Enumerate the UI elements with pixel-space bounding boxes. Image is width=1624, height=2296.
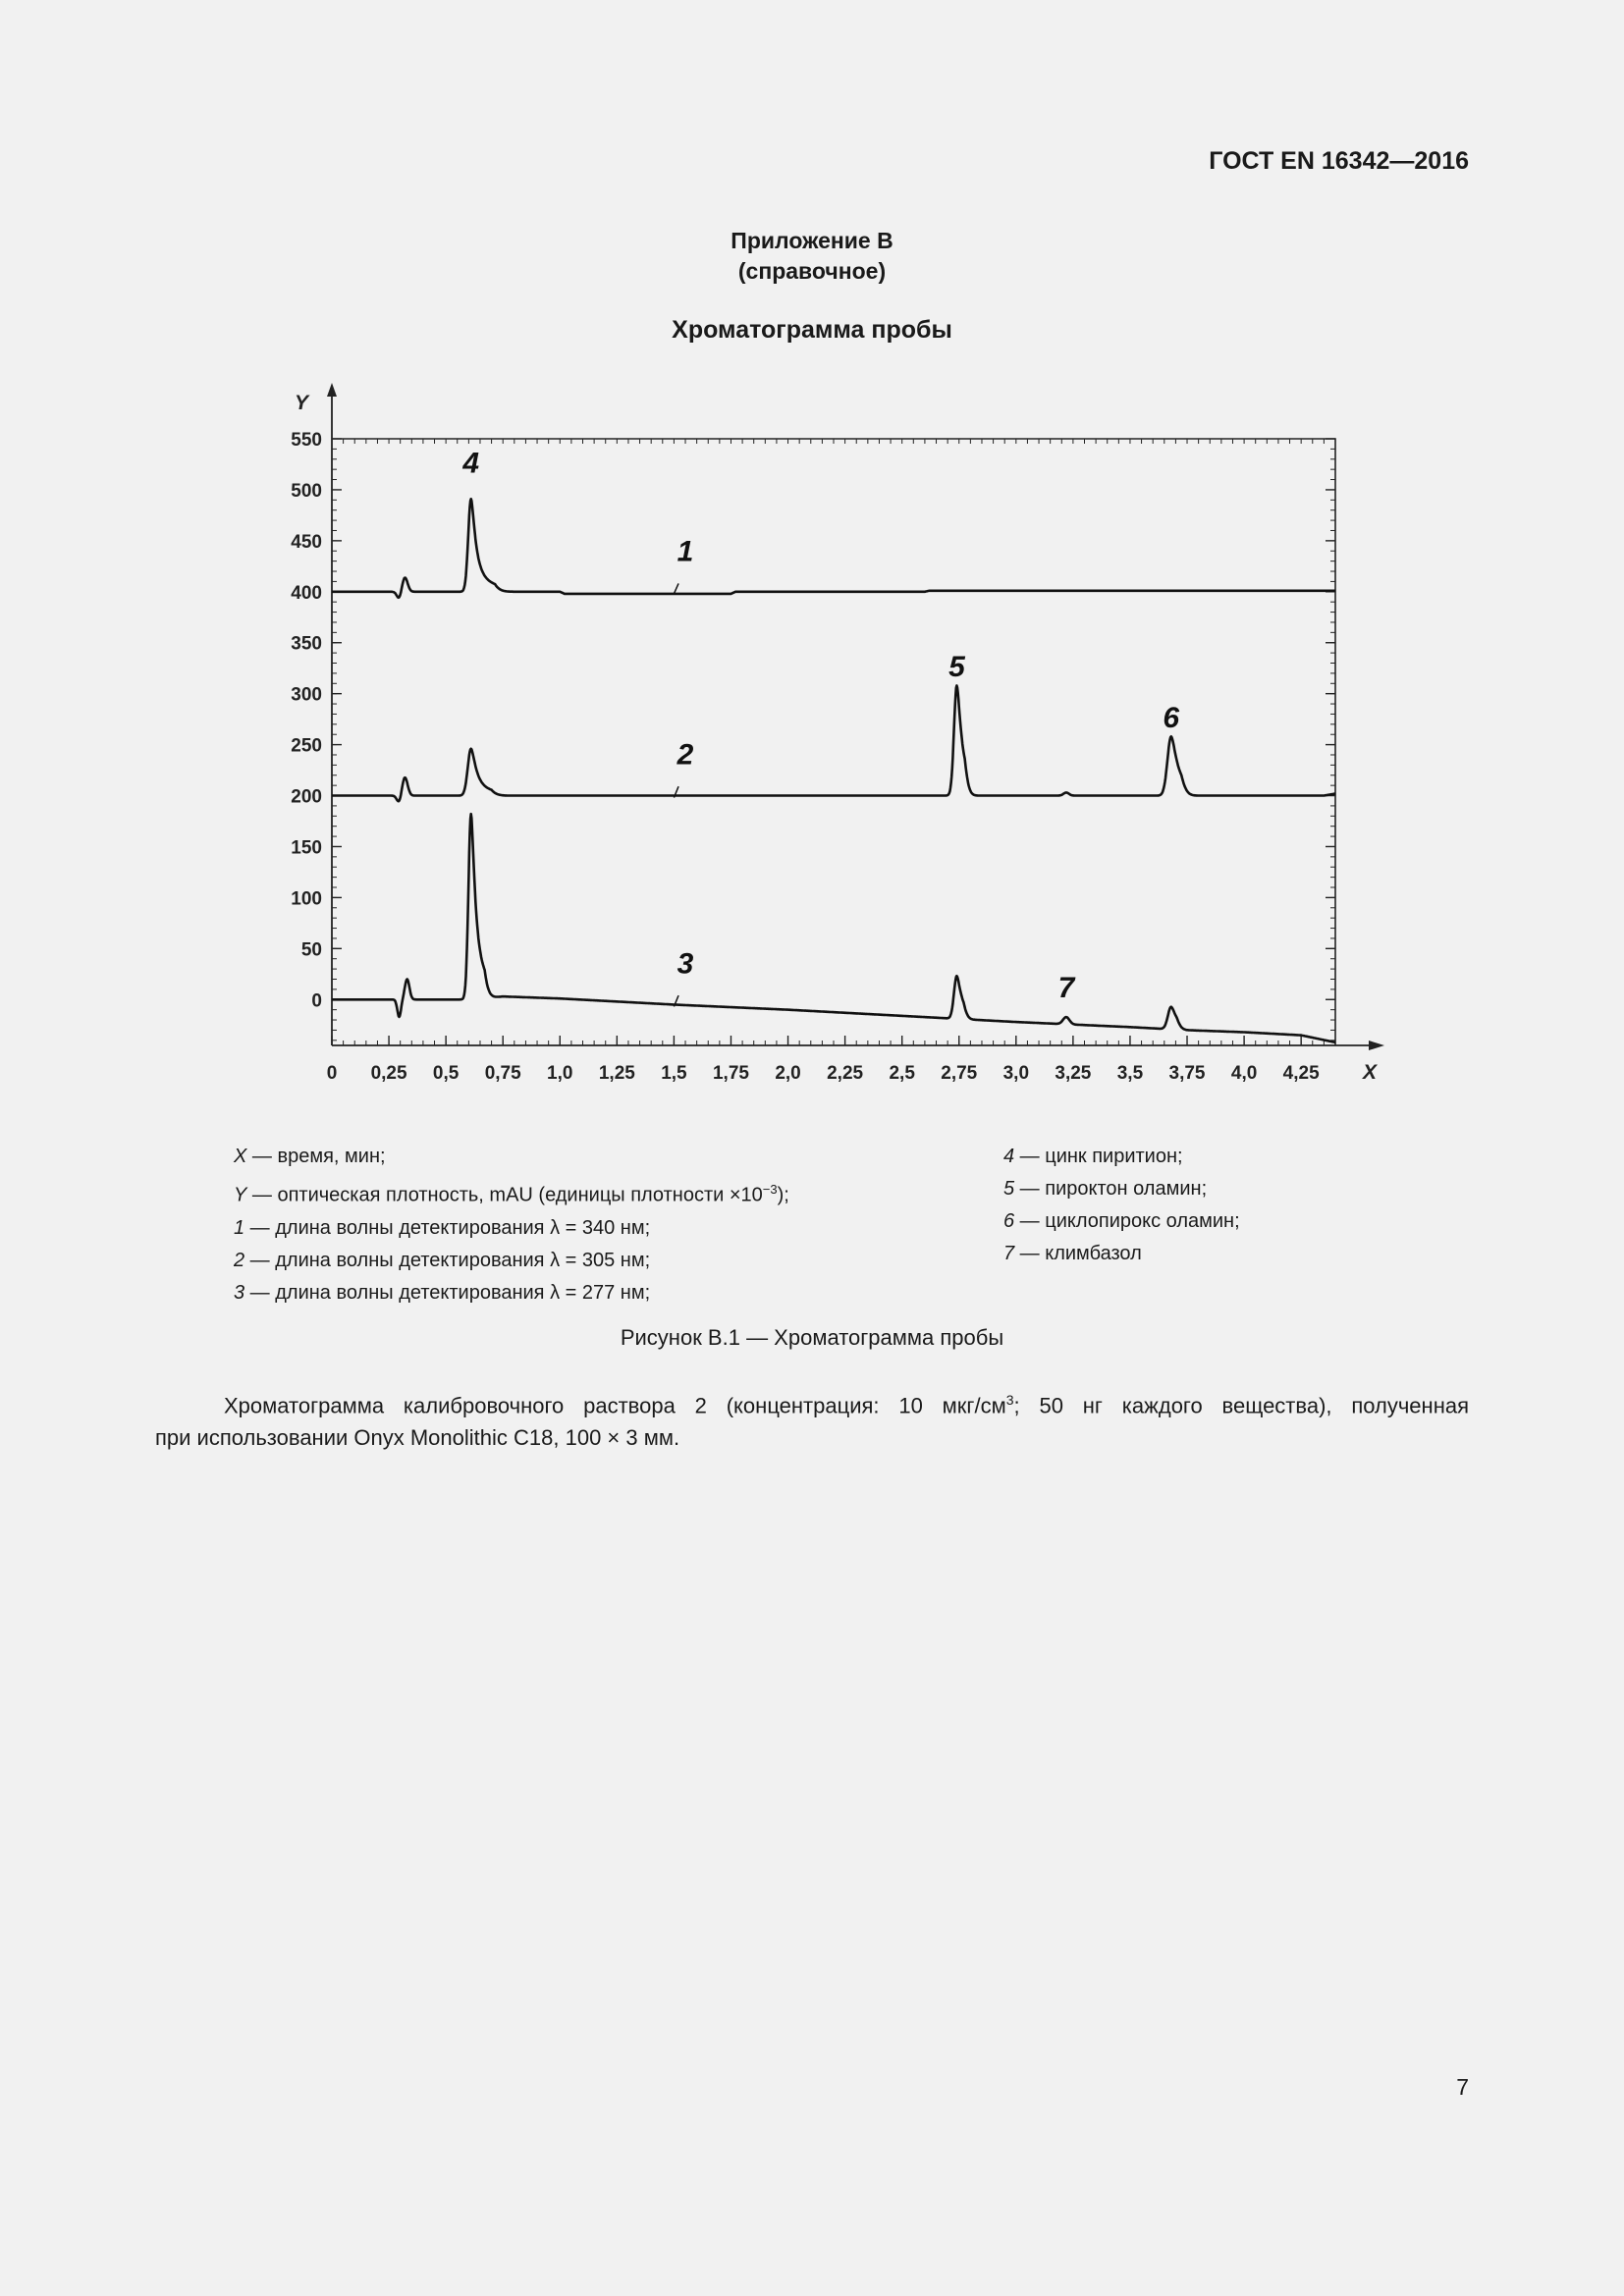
y-tick-label: 350: [291, 633, 322, 655]
legend-item: [234, 1141, 789, 1173]
legend-text: — цинк пиритион;: [1014, 1146, 1183, 1167]
peak-label: 7: [1057, 972, 1075, 1005]
series-label: 2: [677, 738, 694, 772]
plot-frame: [332, 439, 1335, 1045]
document-code: ГОСТ EN 16342—2016: [1209, 147, 1469, 175]
y-tick-label: 450: [291, 531, 322, 553]
appendix-subtitle: (справочное): [737, 258, 887, 284]
legend-text: — пироктон оламин;: [1014, 1178, 1208, 1200]
x-tick-label: 4,25: [1282, 1063, 1320, 1084]
x-tick-label: 2,25: [827, 1063, 864, 1084]
y-tick-label: 100: [291, 888, 322, 910]
x-tick-label: 2,75: [941, 1063, 978, 1084]
x-tick-label: 2,5: [889, 1063, 915, 1084]
legend-key: 1: [234, 1216, 245, 1239]
legend-text-tail: );: [777, 1184, 789, 1206]
legend-item: [1003, 1238, 1240, 1270]
y-tick-label: 150: [291, 837, 322, 859]
series-line: [332, 499, 1335, 598]
y-tick-label: 0: [311, 990, 322, 1012]
x-tick-label: 3,5: [1116, 1063, 1144, 1084]
legend-superscript: −3: [762, 1182, 778, 1197]
y-tick-label: 550: [291, 430, 322, 451]
legend-text: — оптическая плотность, mAU (единицы плотности ×10: [246, 1184, 763, 1206]
peak-label: 6: [1163, 701, 1180, 734]
legend-key: Y: [234, 1184, 247, 1206]
legend-text: — время, мин;: [246, 1146, 386, 1167]
legend-right: [1003, 1141, 1240, 1270]
legend-key: 3: [234, 1281, 245, 1304]
peak-label: 5: [948, 651, 965, 684]
y-tick-label: 250: [291, 735, 322, 757]
series-leader-line: [674, 583, 678, 593]
appendix-heading: [0, 226, 1624, 287]
legend-key: 7: [1003, 1243, 1015, 1264]
legend-key: 4: [1003, 1146, 1015, 1167]
x-tick-label: 3,75: [1168, 1063, 1206, 1084]
series-label: 3: [677, 947, 694, 981]
legend-left: [234, 1141, 789, 1309]
x-tick-label: 0: [326, 1063, 338, 1084]
x-tick-label: 4,0: [1230, 1063, 1258, 1084]
series-line: [332, 685, 1335, 801]
y-axis-title: Y: [295, 392, 309, 414]
body-paragraph: [155, 1384, 1469, 1454]
legend-item: [234, 1173, 789, 1212]
legend-key: X: [234, 1146, 247, 1167]
x-tick-label: 0,75: [484, 1063, 521, 1084]
legend-item: [1003, 1141, 1240, 1173]
x-tick-label: 1,75: [712, 1063, 749, 1084]
legend-key: 6: [1003, 1210, 1015, 1232]
appendix-title: Приложение В: [731, 228, 893, 253]
y-axis-arrow: [327, 383, 337, 397]
y-tick-label: 300: [291, 684, 322, 706]
legend-key: 2: [234, 1249, 245, 1271]
x-tick-label: 1,0: [547, 1063, 573, 1084]
y-tick-label: 200: [291, 786, 322, 808]
legend-item: [234, 1245, 789, 1277]
chromatogram-chart: [265, 373, 1404, 1099]
section-title: Хроматограмма пробы: [672, 316, 952, 344]
series-line: [332, 814, 1335, 1042]
legend-text: — длина волны детектирования λ = 340 нм;: [244, 1216, 651, 1239]
x-axis-title: X: [1363, 1061, 1378, 1084]
paragraph-line-1: Хроматограмма калибровочного раствора 2 (концентрация: 10 мкг/$см^3$; 50 нг каждого вещества), полученная: [224, 1392, 1469, 1418]
x-tick-label: 1,25: [598, 1063, 635, 1084]
x-axis-arrow: [1369, 1041, 1384, 1050]
x-tick-label: 0,5: [432, 1063, 460, 1084]
legend-text: — климбазол: [1014, 1243, 1142, 1264]
x-tick-label: 3,0: [1002, 1063, 1030, 1084]
series-label: 1: [677, 535, 694, 568]
figure-caption: Рисунок В.1 — Хроматограмма пробы: [620, 1325, 1004, 1350]
x-tick-label: 3,25: [1055, 1063, 1092, 1084]
page-number: 7: [1456, 2074, 1469, 2100]
y-tick-label: 500: [291, 480, 322, 502]
peak-label: 4: [462, 447, 480, 480]
paragraph-line-2: при использовании Onyx Monolithic C18, 100 × 3 мм.: [155, 1425, 680, 1451]
legend-item: [234, 1212, 789, 1245]
x-tick-label: 2,0: [775, 1063, 801, 1084]
legend-text: — циклопирокс оламин;: [1014, 1210, 1240, 1232]
legend-key: 5: [1003, 1178, 1015, 1200]
legend-text: — длина волны детектирования λ = 277 нм;: [244, 1281, 651, 1304]
legend-item: [1003, 1173, 1240, 1205]
legend-item: [1003, 1205, 1240, 1238]
x-tick-label: 1,5: [661, 1063, 687, 1084]
y-tick-label: 50: [300, 939, 322, 961]
y-tick-label: 400: [291, 582, 322, 604]
legend-item: [234, 1277, 789, 1309]
legend-text: — длина волны детектирования λ = 305 нм;: [244, 1249, 651, 1271]
x-tick-label: 0,25: [370, 1063, 407, 1084]
